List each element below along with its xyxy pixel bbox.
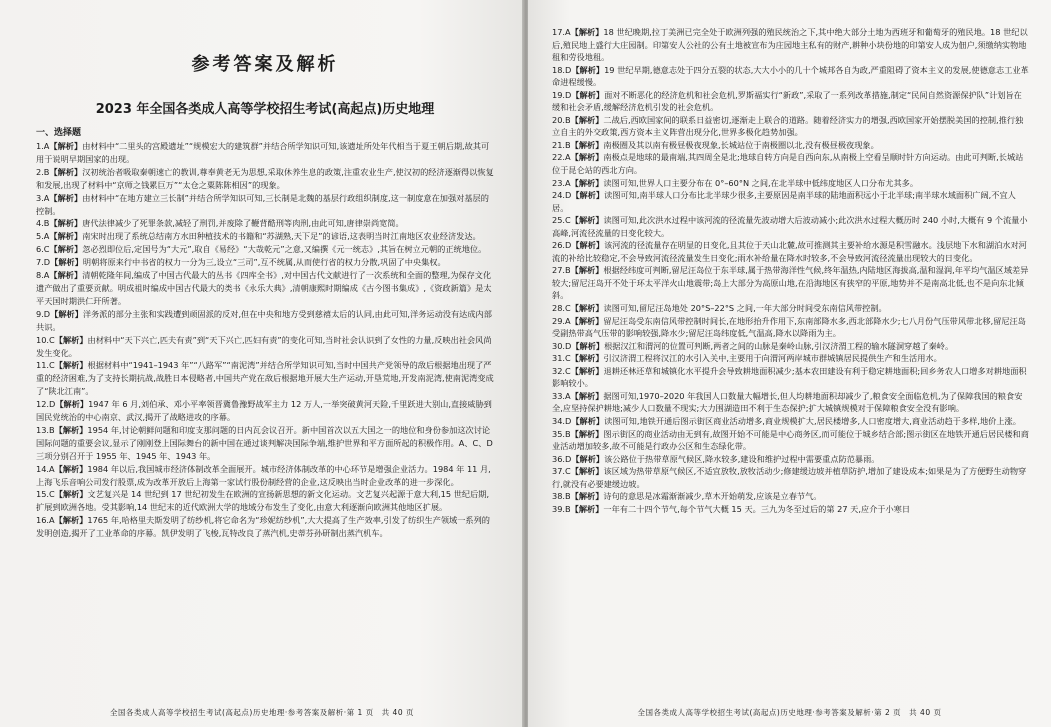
answer-item [36, 217, 494, 230]
analysis-text: 由材料中“天下兴亡,匹夫有责”到“天下兴亡,匹妇有责”的变化可知,当时社会认识到了女性的力量,反映出社会风尚发生变化。 [36, 334, 492, 358]
analysis-text: 一年有二十四个节气,每个节气大概 15 天。三九为冬至过后的第 27 天,应介于小寒日 [603, 503, 911, 514]
question-number: 2.B [36, 166, 50, 177]
analysis-text: 1765 年,哈格里夫斯发明了纺纱机,将它命名为“珍妮纺纱机”,大大提高了生产效率,引发了纺织生产领域一系列的发明创造,揭开了工业革命的序幕。凯伊发明了飞梭,瓦特改良了蒸汽机,史蒂芬孙研制出蒸汽机车。 [36, 515, 490, 539]
analysis-text: 留尼汪岛受东南信风带控制时间长,在地形抬升作用下,东南部降水多,西北部降水少;七八月份气压带风带北移,留尼汪岛受副热带高气压带的影响较强,降水少;留尼汪岛纬度低,气温高,降水以降雨为主。 [552, 315, 1026, 339]
analysis-text: 读图可知,地铁开通后图示街区商业活动增多,商业规模扩大,居民楼增多,人口密度增大,商业活动趋于多样,地价上涨。 [604, 415, 1021, 426]
question-number: 20.B [552, 114, 571, 125]
question-number: 28.C [552, 303, 571, 314]
answer-item [36, 463, 494, 489]
analysis-text: 据图可知,1970–2020 年我国人口数量大幅增长,但人均耕地面积却减少了,粮食安全面临危机,为了保障我国的粮食安全,应坚持保护耕地;减少人口数量不现实;大力围湖造田不利于生态保护;扩大城镇规模对于保障粮食安全没有影响。 [552, 390, 1023, 414]
right-page [528, 0, 1051, 727]
answer-item [36, 256, 494, 269]
answer-item [36, 398, 494, 424]
answer-item [36, 166, 494, 192]
analysis-text: 该区域为热带草原气候区,不适宜放牧,放牧活动少;修建缓边坡并植草防护,增加了建设成本;如果是为了方便野生动物穿行,就没有必要建缓边坡。 [552, 466, 1027, 489]
analysis-tag: 【解析】 [570, 265, 604, 276]
analysis-tag: 【解析】 [50, 308, 83, 319]
analysis-tag: 【解析】 [54, 424, 88, 435]
analysis-text: 唐代法律减少了死罪条款,减轻了刑罚,并废除了鞭背酷刑等肉刑,由此可知,唐律崇尚宽简。 [82, 218, 404, 229]
question-number: 10.C [36, 334, 55, 345]
page-footer-right: 全国各类成人高等学校招生考试(高起点)历史地理·参考答案及解析·第 2 页 共 40 页 [637, 708, 942, 717]
answer-item [552, 177, 1029, 190]
answer-item [552, 264, 1029, 302]
analysis-tag: 【解析】 [570, 152, 604, 163]
answer-item [36, 243, 494, 256]
question-number: 24.D [552, 190, 572, 201]
analysis-text: 图示街区的商业活动由无到有,故图开始不可能是中心商务区,而可能位于城乡结合部;图示街区在地铁开通后居民楼和商业活动增加较多,故不可能是行政办公区和生态绿化带。 [552, 428, 1029, 452]
analysis-tag: 【解析】 [570, 390, 604, 401]
exam-subtitle: 2023 年全国各类成人高等学校招生考试(高起点)历史地理 [95, 102, 435, 117]
answer-item [552, 239, 1029, 264]
question-number: 34.D [552, 415, 572, 426]
question-number: 29.A [552, 315, 571, 326]
answer-item [552, 315, 1029, 340]
answer-item [552, 64, 1029, 89]
question-number: 4.B [36, 218, 50, 229]
answer-item [552, 453, 1029, 466]
analysis-text: 二战后,西欧国家间的联系日益密切,逐渐走上联合的道路。随着经济实力的增强,西欧国家开始摆脱美国的控制,推行独立自主的外交政策,西方资本主义阵营出现分化,世界多极化趋势加强。 [552, 114, 1024, 138]
answer-list-right [552, 26, 1029, 515]
question-number: 9.D [36, 308, 51, 319]
analysis-text: 明朝将原来行中书省的权力一分为三,设立“三司”,互不统属,从而使行省的权力分散,巩固了中央集权。 [82, 257, 446, 268]
question-number: 6.C [36, 244, 50, 255]
analysis-tag: 【解析】 [571, 340, 605, 351]
answer-item [552, 189, 1029, 214]
question-number: 30.D [552, 340, 572, 351]
answer-item [552, 26, 1029, 64]
analysis-tag: 【解析】 [54, 334, 88, 345]
analysis-text: 由材料中“在地方建立三长制”并结合所学知识可知,三长制是北魏的基层行政组织制度,这一制度意在加强对基层的控制。 [36, 192, 489, 216]
answer-item [552, 214, 1029, 239]
question-number: 17.A [552, 27, 571, 37]
question-number: 8.A [36, 270, 50, 281]
question-number: 18.D [552, 64, 572, 75]
analysis-tag: 【解析】 [49, 231, 83, 242]
analysis-text: 诗句的意思是冰霜渐渐减少,草木开始萌发,应该是立春节气。 [603, 491, 822, 502]
analysis-text: 该河流的径流量存在明显的日变化,且其位于天山北麓,故可推测其主要补给水源是积雪融水。浅层地下水和湖泊水对河流的补给比较稳定,不会导致河流径流量发生日变化;雨水补给量在降水时较多,不会导致河流径流量出现较大的日变化。 [552, 240, 1027, 263]
answer-item [36, 140, 494, 166]
answer-item [552, 151, 1029, 176]
analysis-tag: 【解析】 [49, 218, 83, 229]
question-number: 19.D [552, 89, 572, 100]
analysis-tag: 【解析】 [54, 463, 88, 474]
analysis-tag: 【解析】 [570, 27, 604, 37]
question-number: 33.A [552, 390, 571, 401]
answer-item [36, 359, 494, 398]
analysis-tag: 【解析】 [49, 192, 83, 203]
analysis-text: 1954 年,讨论朝鲜问题和印度支那问题的日内瓦会议召开。新中国首次以五大国之一的地位和身份参加这次讨论国际问题的重要会议,显示了刚刚登上国际舞台的新中国在通过谈判解决国际争端,维护世界和平方面所起的积极作用。A、C、D 三项分别召开于 1955 年、1945 年、1943 年。 [36, 424, 493, 461]
analysis-tag: 【解析】 [570, 315, 604, 326]
analysis-text: 根据汉江和渭河的位置可判断,两者之间的山脉是秦岭山脉,引汉济渭工程的输水隧洞穿越了秦岭。 [604, 340, 954, 351]
answer-item [552, 465, 1029, 490]
analysis-tag: 【解析】 [570, 303, 604, 314]
question-number: 35.B [552, 428, 571, 439]
analysis-text: 引汉济渭工程将汉江的水引入关中,主要用于向渭河两岸城市群城镇居民提供生产和生活用水。 [603, 353, 942, 364]
question-number: 3.A [36, 192, 50, 203]
analysis-text: 读图可知,留尼汪岛地处 20°S–22°S 之间,一年大部分时间受东南信风带控制。 [603, 303, 887, 314]
analysis-tag: 【解析】 [54, 515, 88, 526]
analysis-tag: 【解析】 [570, 353, 604, 364]
answer-item [36, 334, 494, 360]
document-title: 参考答案及解析 [191, 54, 339, 75]
answer-item [552, 490, 1029, 503]
section-heading: 一、选择题 [36, 128, 82, 138]
analysis-tag: 【解析】 [571, 190, 605, 201]
analysis-text: 汉初统治者吸取秦朝速亡的教训,尊奉黄老无为思想,采取休养生息的政策,注重农业生产,使汉初的经济逐渐得以恢复和发展,出现了材料中“京师之钱累巨万”“太仓之粟陈陈相因”的现象。 [36, 166, 494, 190]
analysis-text: 读图可知,南半球人口分布比北半球少很多,主要原因是南半球的陆地面积远小于北半球;南半球水域面积广阔,不宜人居。 [552, 190, 1016, 213]
left-page [0, 0, 524, 727]
analysis-text: 根据材料中“1941–1943 年”“八路军”“南泥湾”并结合所学知识可知,当时中国共产党领导的敌后根据地出现了严重的经济困难,为了支持长期抗战,战胜日本侵略者,中国共产党在敌后根据地开展大生产运动,开垦荒地,开发南泥湾,使南泥湾变成了“陕北江南”。 [36, 360, 494, 397]
answer-item [552, 340, 1029, 353]
analysis-text: 忽必烈即位后,定国号为“大元”,取自《易经》“大哉乾元”之意,又编撰《元一统志》,其旨在树立元朝的正统地位。 [82, 244, 487, 255]
analysis-tag: 【解析】 [50, 257, 83, 268]
answer-item [36, 308, 494, 334]
answer-item [36, 230, 494, 243]
analysis-tag: 【解析】 [570, 466, 604, 477]
answer-item [36, 269, 494, 308]
analysis-text: 19 世纪早期,德意志处于四分五裂的状态,大大小小的几十个城邦各自为政,严重阻碍了资本主义的发展,使德意志工业革命进程缓慢。 [552, 64, 1029, 88]
question-number: 21.B [552, 139, 571, 150]
answer-item [552, 365, 1029, 390]
question-number: 14.A [36, 463, 55, 474]
answer-item [552, 302, 1029, 315]
answer-item [552, 352, 1029, 365]
question-number: 39.B [552, 503, 571, 514]
question-number: 15.C [36, 489, 55, 500]
analysis-text: 由材料中“二里头的宫殿遗址”“规模宏大的建筑群”并结合所学知识可知,该遗址所处年代相当于夏王朝后期,故其可用于说明早期国家的出现。 [36, 141, 490, 164]
answer-item [552, 503, 1029, 516]
answer-item [552, 89, 1029, 114]
answer-list-left [36, 140, 494, 540]
analysis-text: 退耕还林还草和城镇化水平提升会导致耕地面积减少;基本农田建设有利于稳定耕地面积;回乡务农人口增多对耕地面积影响较小。 [552, 365, 1027, 389]
answer-item [552, 428, 1029, 453]
analysis-tag: 【解析】 [49, 270, 83, 281]
question-number: 22.A [552, 152, 571, 163]
analysis-tag: 【解析】 [571, 89, 605, 100]
analysis-text: 清朝乾隆年间,编成了中国古代最大的丛书《四库全书》,对中国古代文献进行了一次系统和全面的整理,为保存文化遗产做出了重要贡献。明成祖时编成中国古代最大的类书《永乐大典》,清朝康熙时期编成《古今图书集成》,《资政新篇》是太平天国时期洪仁玕所著。 [36, 270, 492, 306]
answer-item [552, 390, 1029, 415]
answer-item [552, 415, 1029, 428]
question-number: 16.A [36, 515, 55, 526]
analysis-tag: 【解析】 [571, 415, 605, 426]
analysis-text: 南极圈及其以南有极昼极夜现象,长城站位于南极圈以北,没有极昼极夜现象。 [603, 139, 879, 150]
answer-item [36, 192, 494, 218]
analysis-tag: 【解析】 [54, 489, 88, 500]
analysis-text: 根据经纬度可判断,留尼汪岛位于东半球,属于热带海洋性气候,终年温热,内陆地区海拔高,温和湿润,年平均气温区域差异较大;留尼汪岛开不处于环太平洋火山地震带;岛上大部分为高原山地,在沿海地区有狭窄的平原,地势并不是南高北低,也不是向东北倾斜。 [552, 265, 1029, 301]
question-number: 31.C [552, 353, 571, 364]
analysis-text: 1984 年以后,我国城市经济体制改革全面展开。城市经济体制改革的中心环节是增强企业活力。1984 年 11 月,上海飞乐音响公司发行股票,成为改革开放后上海第一家试行股份制经营的企业,这反映出当时企业改革的进一步深化。 [36, 463, 491, 487]
question-number: 26.D [552, 240, 572, 251]
analysis-tag: 【解析】 [54, 360, 88, 371]
question-number: 36.D [552, 453, 572, 464]
analysis-tag: 【解析】 [570, 428, 604, 439]
answer-item [36, 488, 494, 514]
question-number: 11.C [36, 360, 55, 371]
question-number: 32.C [552, 365, 571, 376]
question-number: 5.A [36, 231, 50, 242]
analysis-tag: 【解析】 [570, 139, 604, 150]
analysis-text: 18 世纪晚期,拉丁美洲已完全处于欧洲列强的殖民统治之下,其中绝大部分土地为西班牙和葡萄牙的殖民地。18 世纪以后,殖民地上盛行大庄园制。印第安人公社的公有土地被宣布为庄园地主私有的财产,耕种小块份地的印第安人成为佃户,须缴纳实物地租和劳役地租。 [552, 27, 1028, 63]
analysis-text: 读图可知,世界人口主要分布在 0°–60°N 之间,在北半球中低纬度地区人口分布尤其多。 [603, 177, 919, 188]
analysis-text: 1947 年 6 月,刘伯承、邓小平率领晋冀鲁豫野战军主力 12 万人,一举突破黄河天险,千里跃进大别山,直接威胁到国民党统治的中心南京、武汉,揭开了战略进攻的序幕。 [36, 399, 492, 423]
analysis-tag: 【解析】 [570, 177, 604, 188]
answer-item [552, 114, 1029, 139]
analysis-tag: 【解析】 [571, 240, 605, 251]
analysis-text: 读图可知,此次洪水过程中该河流的径流量先波动增大后波动减小;此次洪水过程大概历时 240 小时,大概有 9 个流量小高峰,河流径流量的日变化较大。 [552, 215, 1028, 238]
question-number: 12.D [36, 399, 56, 410]
question-number: 25.C [552, 215, 571, 226]
analysis-text: 该公路位于热带草原气候区,降水较多,建设和维护过程中需要重点防范暴雨。 [604, 453, 880, 464]
question-number: 13.B [36, 424, 55, 435]
analysis-tag: 【解析】 [55, 399, 89, 410]
page-footer-left: 全国各类成人高等学校招生考试(高起点)历史地理·参考答案及解析·第 1 页 共 40 页 [110, 708, 414, 717]
analysis-tag: 【解析】 [570, 114, 604, 125]
analysis-text: 南宋时出现了系统总结南方水田种植技术的书籍和“苏湖熟,天下足”的谚语,这表明当时江南地区农业经济发达。 [82, 231, 481, 242]
analysis-tag: 【解析】 [570, 365, 604, 376]
analysis-tag: 【解析】 [571, 64, 605, 75]
answer-item [36, 514, 494, 540]
answer-item [552, 139, 1029, 152]
analysis-text: 洋务派的部分主张和实践遭到顽固派的反对,但在中央和地方受到慈禧太后的认同,由此可知,洋务运动没有达成内部共识。 [36, 308, 492, 332]
analysis-tag: 【解析】 [49, 166, 83, 177]
question-number: 27.B [552, 265, 571, 276]
analysis-text: 文艺复兴是 14 世纪到 17 世纪初发生在欧洲的宣扬新思想的新文化运动。文艺复兴起源于意大利,15 世纪后期,扩展到欧洲各地。受其影响,14 世纪末的近代欧洲大学的地域分布发生了变化,由意大利逐渐向欧洲其他地区扩展。 [36, 489, 490, 513]
analysis-tag: 【解析】 [570, 503, 604, 514]
answer-item [36, 424, 494, 463]
analysis-tag: 【解析】 [49, 141, 83, 151]
analysis-text: 面对不断恶化的经济危机和社会危机,罗斯福实行“新政”,采取了一系列改革措施,制定“民间自然资源保护队”计划旨在缓和社会矛盾,缓解经济危机引发的社会危机。 [552, 89, 1022, 113]
question-number: 1.A [36, 141, 50, 151]
analysis-text: 南极点是地球的最南端,其四周全是北;地球自转方向是自西向东,从南极上空看呈顺时针方向运动。由此可判断,长城站位于昆仑站的西北方向。 [552, 152, 1024, 176]
analysis-tag: 【解析】 [570, 215, 604, 226]
analysis-tag: 【解析】 [571, 453, 605, 464]
question-number: 7.D [36, 257, 51, 268]
analysis-tag: 【解析】 [49, 244, 83, 255]
question-number: 38.B [552, 491, 571, 502]
question-number: 23.A [552, 177, 571, 188]
question-number: 37.C [552, 466, 571, 477]
analysis-tag: 【解析】 [570, 491, 604, 502]
